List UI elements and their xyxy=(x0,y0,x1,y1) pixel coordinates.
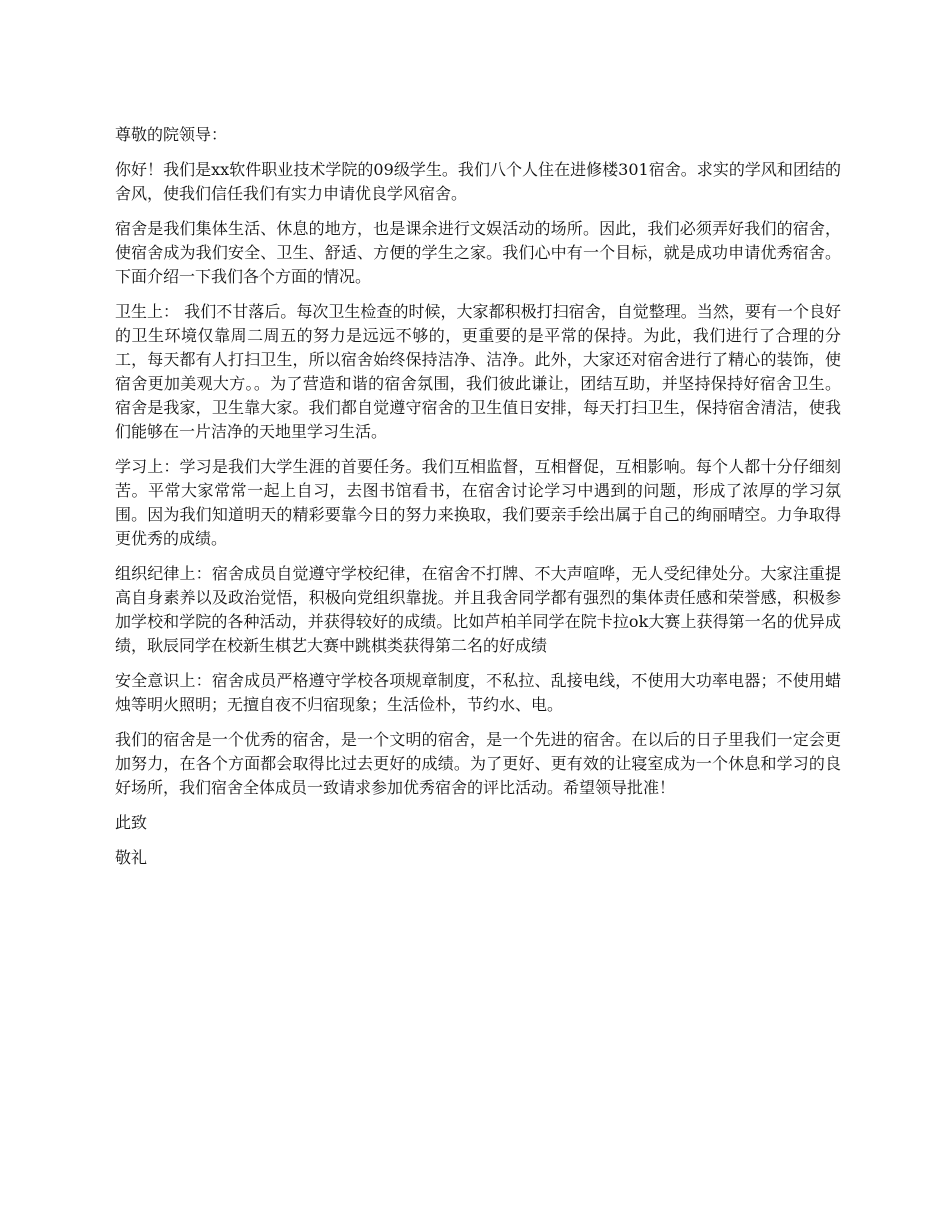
paragraph-conclusion: 我们的宿舍是一个优秀的宿舍，是一个文明的宿舍，是一个先进的宿舍。在以后的日子里我们一定会更加努力，在各个方面都会取得比过去更好的成绩。为了更好、更有效的让寝室成为一个休息和学习的良好场所，我们宿舍全体成员一致请求参加优秀宿舍的评比活动。希望领导批准！ xyxy=(115,730,841,797)
paragraph-hygiene: 卫生上： 我们不甘落后。每次卫生检查的时候，大家都积极打扫宿舍，自觉整理。当然，要有一个良好的卫生环境仅靠周二周五的努力是远远不够的，更重要的是平常的保持。为此，我们进行了合理的分工，每天都有人打扫卫生，所以宿舍始终保持洁净、洁净。此外，大家还对宿舍进行了精心的装饰，使宿舍更加美观大方。。为了营造和谐的宿舍氛围，我们彼此谦让，团结互助，并坚持保持好宿舍卫生。宿舍是我家，卫生靠大家。我们都自觉遵守宿舍的卫生值日安排，每天打扫卫生，保持宿舍清洁，使我们能够在一片洁净的天地里学习生活。 xyxy=(115,302,841,441)
closing-jing-li: 敬礼 xyxy=(115,848,148,867)
paragraph-study: 学习上：学习是我们大学生涯的首要任务。我们互相监督，互相督促，互相影响。每个人都十分仔细刻苦。平常大家常常一起上自习，去图书馆看书，在宿舍讨论学习中遇到的问题，形成了浓厚的学习氛围。因为我们知道明天的精彩要靠今日的努力来换取，我们要亲手绘出属于自己的绚丽晴空。力争取得更优秀的成绩。 xyxy=(115,457,841,548)
paragraph-discipline: 组织纪律上：宿舍成员自觉遵守学校纪律，在宿舍不打牌、不大声喧哗，无人受纪律处分。大家注重提高自身素养以及政治觉悟，积极向党组织靠拢。并且我舍同学都有强烈的集体责任感和荣誉感，积极参加学校和学院的各种活动，并获得较好的成绩。比如芦柏羊同学在院卡拉ok大赛上获得第一名的优异成绩，耿辰同学在校新生棋艺大赛中跳棋类获得第二名的好成绩 xyxy=(115,564,841,655)
closing-ci-zhi: 此致 xyxy=(115,813,148,832)
paragraph-dormitory-intro: 宿舍是我们集体生活、休息的地方，也是课余进行文娱活动的场所。因此，我们必须弄好我们的宿舍，使宿舍成为我们安全、卫生、舒适、方便的学生之家。我们心中有一个目标，就是成功申请优秀宿舍。下面介绍一下我们各个方面的情况。 xyxy=(115,219,841,286)
salutation: 尊敬的院领导： xyxy=(115,125,228,144)
paragraph-greeting: 你好！我们是xx软件职业技术学院的09级学生。我们八个人住在进修楼301宿舍。求实的学风和团结的舍风，使我们信任我们有实力申请优良学风宿舍。 xyxy=(115,160,841,203)
letter-body xyxy=(115,123,841,881)
paragraph-safety: 安全意识上：宿舍成员严格遵守学校各项规章制度，不私拉、乱接电线，不使用大功率电器；不使用蜡烛等明火照明；无擅自夜不归宿现象；生活俭朴，节约水、电。 xyxy=(115,671,841,714)
